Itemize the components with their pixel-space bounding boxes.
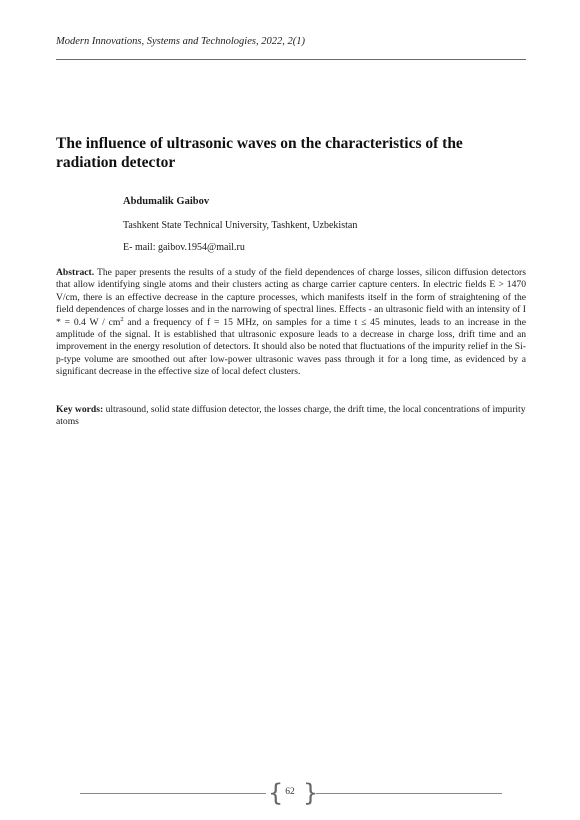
abstract-text-part-2: and a frequency of f = 15 MHz, on samples for a time t ≤ 45 minutes, leads to an increase in the amplitude of the signal. It is established that ultrasonic exposure leads to a decrease in charge loss, drift time and an improvement in the energy resolution of detectors. It should also be noted that fluctuations of the impurity relief in the Si-p-type volume are smoothed out after low-power ultrasonic waves pass through it for a long time, as evidenced by a significant decrease in the effective size of local defect clusters. bbox=[56, 316, 526, 378]
header-divider bbox=[56, 59, 526, 60]
footer-divider-right bbox=[316, 793, 502, 794]
page-number: 62 bbox=[285, 787, 295, 797]
footer-divider-left bbox=[80, 793, 266, 794]
left-brace-icon: { bbox=[268, 779, 284, 807]
abstract-label: Abstract. bbox=[56, 267, 95, 278]
author-email: E- mail: gaibov.1954@mail.ru bbox=[123, 242, 245, 253]
keywords-text: ultrasound, solid state diffusion detector, the losses charge, the drift time, the local concentrations of impurity atoms bbox=[56, 404, 526, 428]
right-brace-icon: } bbox=[303, 779, 319, 807]
abstract-text-part-1: The paper presents the results of a study of the field dependences of charge losses, silicon diffusion detectors that allow identifying single atoms and their clusters acting as charge carrier capture centers. In electric fields E > 1470 V/cm, there is an effective decrease in the capture processes, which manifests itself in the form of straightening of the field dependences of charge losses and in the narrowing of spectral lines. Effects - an ultrasonic field with an intensity of I * = 0.4 W / cm bbox=[56, 267, 526, 328]
abstract bbox=[56, 267, 526, 379]
author-affiliation: Tashkent State Technical University, Tashkent, Uzbekistan bbox=[123, 220, 358, 231]
journal-header: Modern Innovations, Systems and Technologies, 2022, 2(1) bbox=[56, 36, 305, 47]
keywords-label: Key words: bbox=[56, 404, 104, 415]
article-title: The influence of ultrasonic waves on the characteristics of the radiation detector bbox=[56, 135, 463, 171]
keywords bbox=[56, 404, 526, 429]
abstract-superscript: 2 bbox=[120, 315, 124, 323]
author-name: Abdumalik Gaibov bbox=[123, 196, 210, 207]
